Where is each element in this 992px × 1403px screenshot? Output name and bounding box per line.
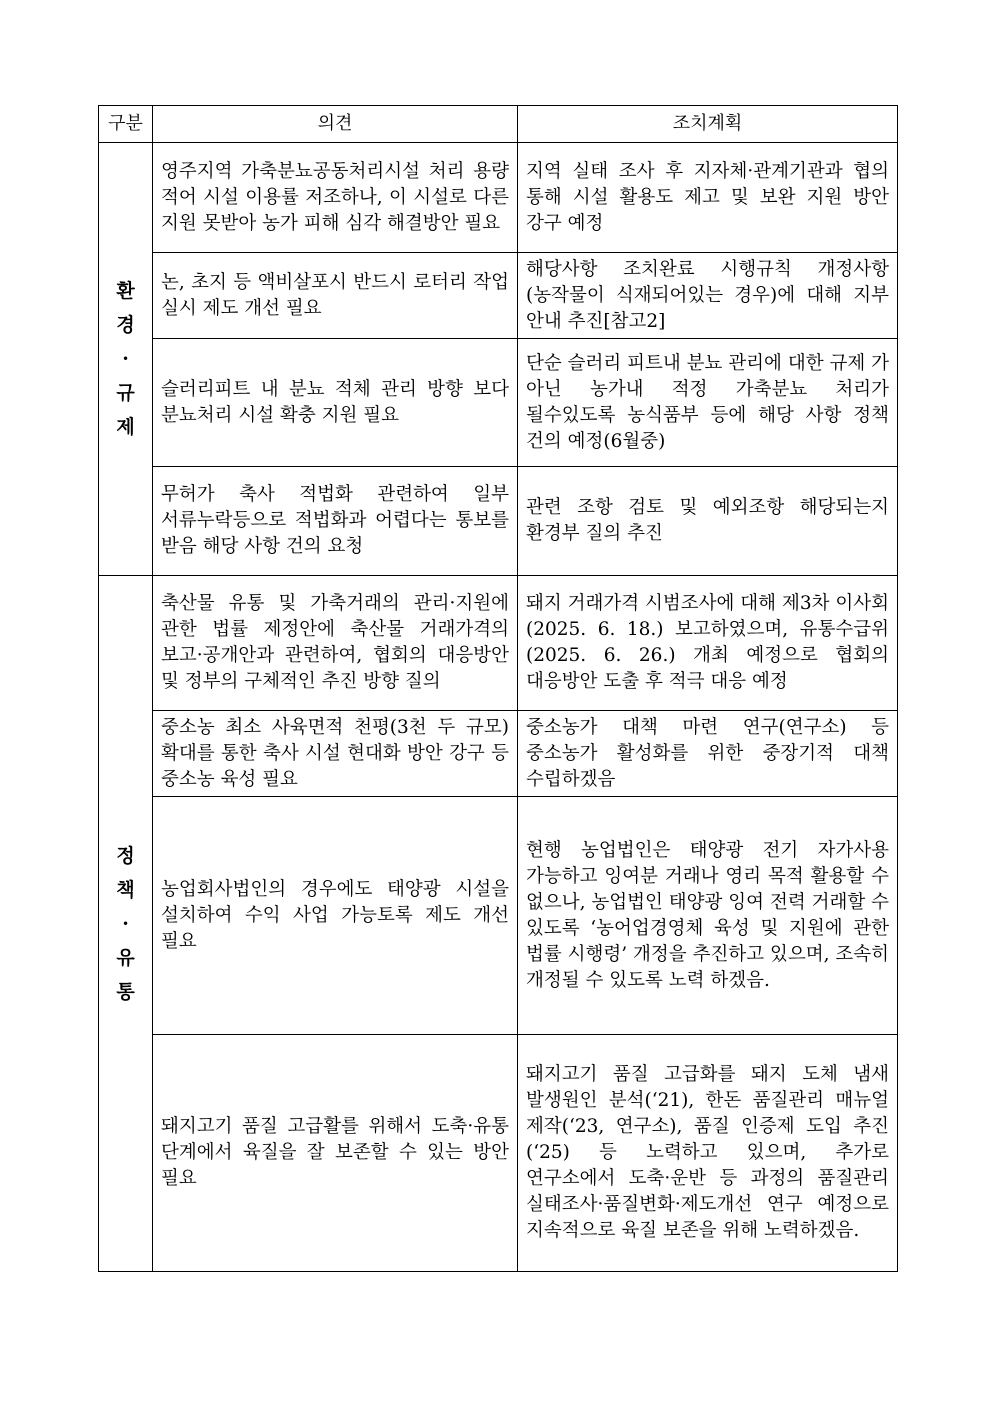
table-row [99,253,898,339]
category-policy-distribution: 정 책 · 유 통 [99,576,153,1272]
opinion-cell: 영주지역 가축분뇨공동처리시설 처리 용량 적어 시설 이용률 저조하나, 이 시설로 다른 지원 못받아 농가 피해 심각 해결방안 필요 [153,143,518,253]
plan-cell: 지역 실태 조사 후 지자체·관계기관과 협의 통해 시설 활용도 제고 및 보완 지원 방안 강구 예정 [518,143,898,253]
table-row [99,339,898,467]
header-plan: 조치계획 [518,106,898,143]
plan-cell: 현행 농업법인은 태양광 전기 자가사용 가능하고 잉여분 거래나 영리 목적 활용할 수 없으나, 농업법인 태양광 잉여 전력 거래할 수 있도록 ‘농어업경영체 육성 및 지원에 관한 법률 시행령’ 개정을 추진하고 있으며, 조속히 개정될 수 있도록 노력 하겠음. [518,797,898,1035]
plan-cell: 단순 슬러리 피트내 분뇨 관리에 대한 규제 가 아닌 농가내 적정 가축분뇨 처리가 될수있도록 농식품부 등에 해당 사항 정책 건의 예정(6월중) [518,339,898,467]
table-row [99,711,898,797]
table-row [99,797,898,1035]
table-row [99,576,898,711]
opinion-cell: 중소농 최소 사육면적 천평(3천 두 규모) 확대를 통한 축사 시설 현대화 방안 강구 등 중소농 육성 필요 [153,711,518,797]
plan-cell: 돼지 거래가격 시범조사에 대해 제3차 이사회(2025. 6. 18.) 보고하였으며, 유통수급위(2025. 6. 26.) 개최 예정으로 협회의 대응방안 도출 후 적극 대응 예정 [518,576,898,711]
opinion-cell: 무허가 축사 적법화 관련하여 일부 서류누락등으로 적법화과 어렵다는 통보를 받음 해당 사항 건의 요청 [153,467,518,576]
opinion-cell: 논, 초지 등 액비살포시 반드시 로터리 작업 실시 제도 개선 필요 [153,253,518,339]
table-row [99,143,898,253]
plan-cell: 중소농가 대책 마련 연구(연구소) 등 중소농가 활성화를 위한 중장기적 대책 수립하겠음 [518,711,898,797]
opinion-cell: 축산물 유통 및 가축거래의 관리·지원에 관한 법률 제정안에 축산물 거래가격의 보고·공개안과 관련하여, 협회의 대응방안 및 정부의 구체적인 추진 방향 질의 [153,576,518,711]
category-environment-regulation: 환 경 · 규 제 [99,143,153,576]
header-row [99,106,898,143]
table-row [99,467,898,576]
plan-cell: 돼지고기 품질 고급화를 돼지 도체 냄새 발생원인 분석(‘21), 한돈 품질관리 매뉴얼 제작(‘23, 연구소), 품질 인증제 도입 추진(‘25) 등 노력하고 있으며, 추가로 연구소에서 도축·운반 등 과정의 품질관리 실태조사·품질변화·제도개선 연구 예정으로 지속적으로 육질 보존을 위해 노력하겠음. [518,1035,898,1272]
header-category: 구분 [99,106,153,143]
header-opinion: 의견 [153,106,518,143]
opinion-cell: 슬러리피트 내 분뇨 적체 관리 방향 보다 분뇨처리 시설 확충 지원 필요 [153,339,518,467]
plan-cell: 관련 조항 검토 및 예외조항 해당되는지 환경부 질의 추진 [518,467,898,576]
plan-cell: 해당사항 조치완료 시행규칙 개정사항(농작물이 식재되어있는 경우)에 대해 지부 안내 추진[참고2] [518,253,898,339]
opinion-cell: 돼지고기 품질 고급활를 위해서 도축·유통 단계에서 육질을 잘 보존할 수 있는 방안 필요 [153,1035,518,1272]
table-row [99,1035,898,1272]
opinion-cell: 농업회사법인의 경우에도 태양광 시설을 설치하여 수익 사업 가능토록 제도 개선 필요 [153,797,518,1035]
opinion-action-table [98,105,898,1272]
